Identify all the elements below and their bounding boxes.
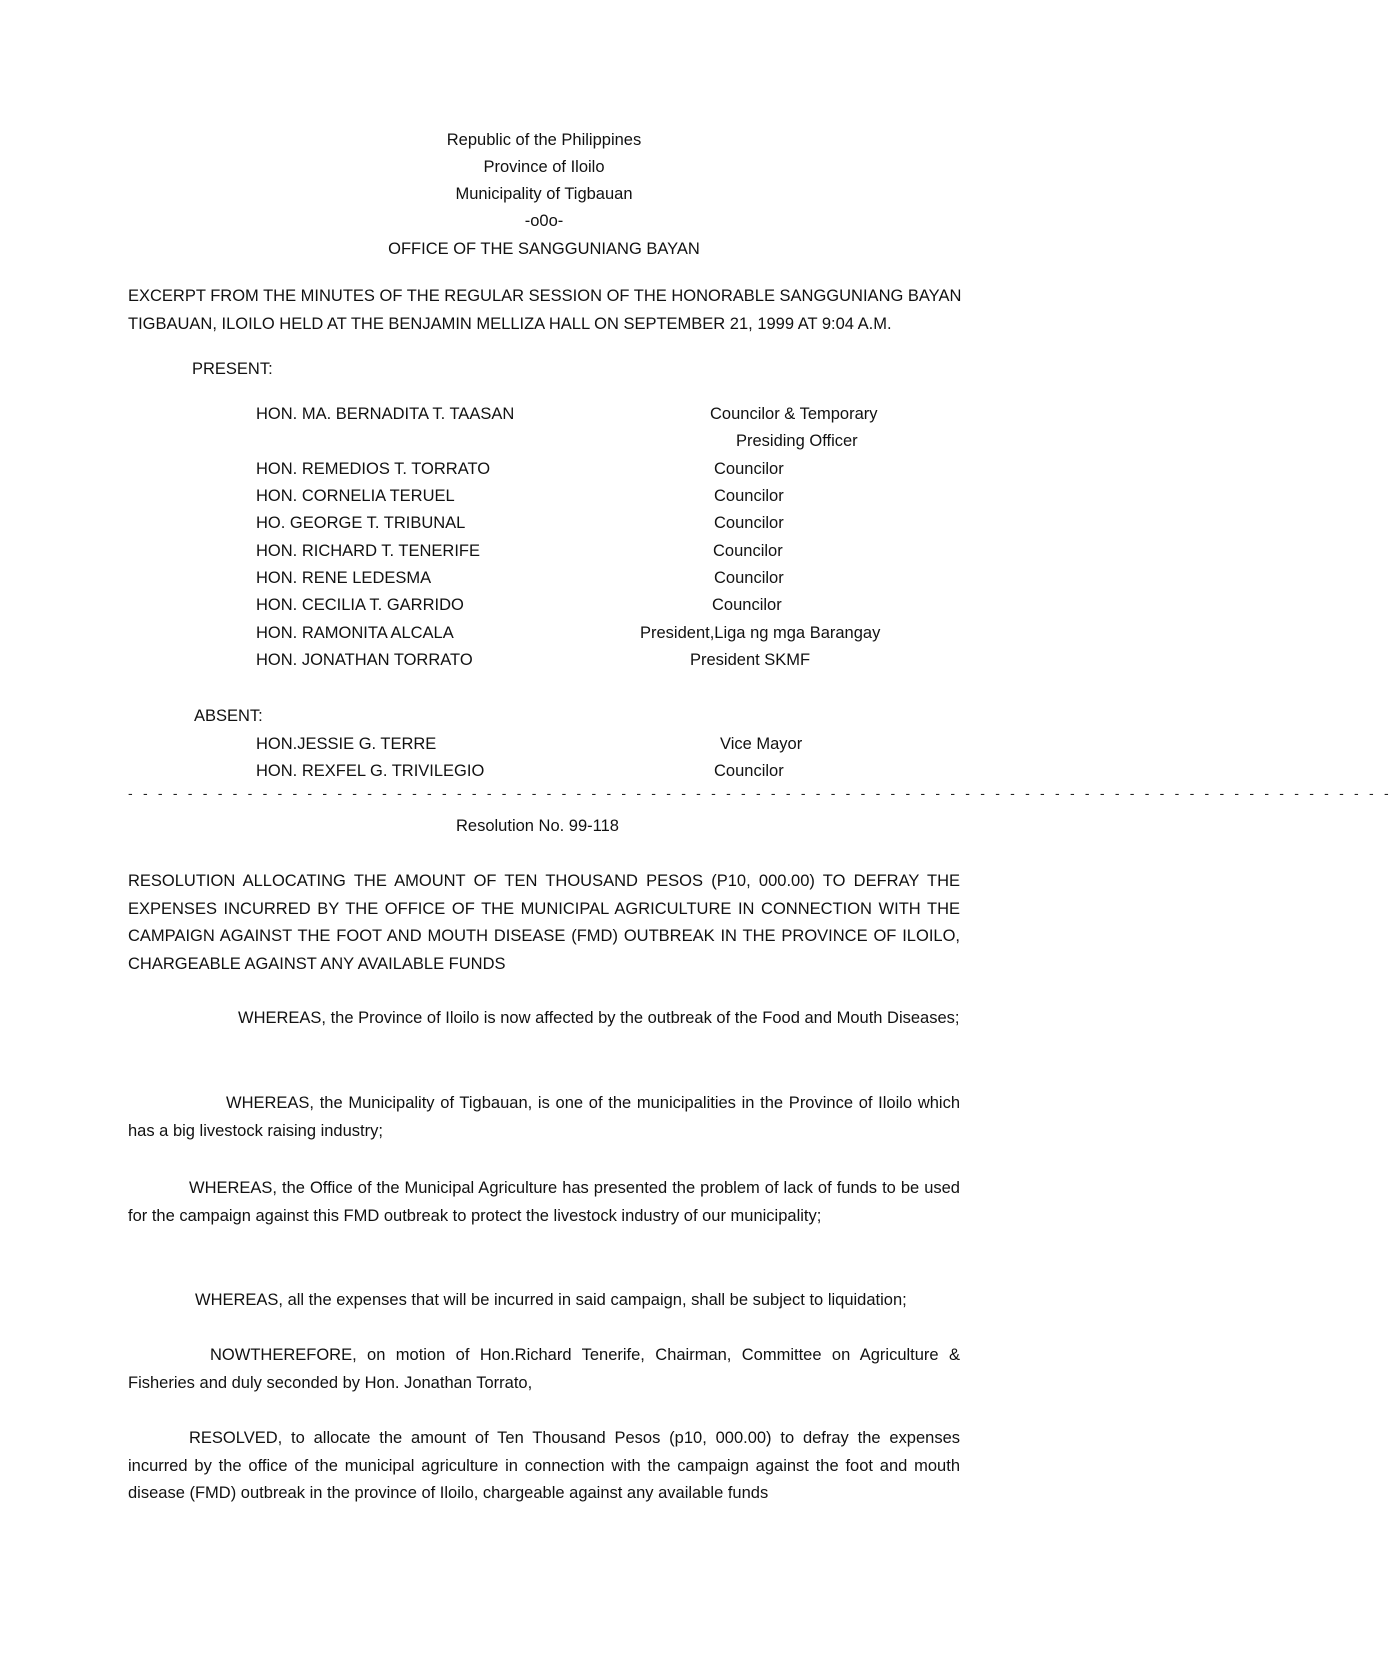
- present-member-name: HON. CORNELIA TERUEL: [256, 487, 455, 505]
- whereas-paragraph-1: WHEREAS, the Province of Iloilo is now affected by the outbreak of the Food and Mouth Diseases;: [238, 1009, 960, 1027]
- header-municipality: Municipality of Tigbauan: [455, 185, 633, 203]
- dashed-divider: - - - - - - - - - - - - - - - - - - - - - - - - - - - - - - - - - - - - - - - - - - - - - - - - - - - - - - - - - - - - - - - - - - - - - - - - - - - - - - - - - - - - -: [128, 785, 1392, 801]
- present-member-name: HON. RICHARD T. TENERIFE: [256, 542, 480, 560]
- absent-member-role: Vice Mayor: [720, 735, 803, 753]
- present-label: PRESENT:: [192, 360, 273, 378]
- header-separator: -o0o-: [524, 212, 564, 230]
- present-member-role: Councilor: [714, 569, 784, 587]
- resolution-number: Resolution No. 99-118: [456, 817, 619, 835]
- whereas-paragraph-3: WHEREAS, the Office of the Municipal Agriculture has presented the problem of lack of funds to be used for the campaign against this FMD outbreak to protect the livestock industry of our municipality;: [128, 1179, 960, 1225]
- excerpt-line-1: EXCERPT FROM THE MINUTES OF THE REGULAR SESSION OF THE HONORABLE SANGGUNIANG BAYAN: [128, 287, 962, 305]
- header-republic: Republic of the Philippines: [446, 131, 642, 149]
- absent-label: ABSENT:: [194, 707, 263, 725]
- present-member-name: HON. RAMONITA ALCALA: [256, 624, 454, 642]
- present-member-role: Councilor: [714, 487, 784, 505]
- excerpt-line-2: TIGBAUAN, ILOILO HELD AT THE BENJAMIN MELLIZA HALL ON SEPTEMBER 21, 1999 AT 9:04 A.M.: [128, 315, 892, 333]
- absent-member-name: HON.JESSIE G. TERRE: [256, 735, 437, 753]
- absent-member-name: HON. REXFEL G. TRIVILEGIO: [256, 762, 485, 780]
- present-member-role-cont: Presiding Officer: [736, 432, 858, 450]
- present-member-name: HON. RENE LEDESMA: [256, 569, 432, 587]
- whereas-paragraph-4: WHEREAS, all the expenses that will be incurred in said campaign, shall be subject to liquidation;: [195, 1291, 907, 1309]
- present-member-name: HON. MA. BERNADITA T. TAASAN: [256, 405, 515, 423]
- resolution-title: RESOLUTION ALLOCATING THE AMOUNT OF TEN THOUSAND PESOS (P10, 000.00) TO DEFRAY THE EXPENSES INCURRED BY THE OFFICE OF THE MUNICIPAL AGRICULTURE IN CONNECTION WITH THE CAMPAIGN AGAINST THE FOOT AND MOUTH DISEASE (FMD) OUTBREAK IN THE PROVINCE OF ILOILO, CHARGEABLE AGAINST ANY AVAILABLE FUNDS: [128, 872, 960, 973]
- resolved-paragraph: RESOLVED, to allocate the amount of Ten Thousand Pesos (p10, 000.00) to defray the expenses incurred by the office of the municipal agriculture in connection with the campaign against the foot and mouth disease (FMD) outbreak in the province of Iloilo, chargeable against any available funds: [128, 1429, 960, 1502]
- present-member-name: HON. JONATHAN TORRATO: [256, 651, 473, 669]
- whereas-paragraph-2: WHEREAS, the Municipality of Tigbauan, is one of the municipalities in the Province of Iloilo which has a big livestock raising industry;: [128, 1094, 960, 1140]
- present-member-name: HON. CECILIA T. GARRIDO: [256, 596, 464, 614]
- present-member-name: HO. GEORGE T. TRIBUNAL: [256, 514, 466, 532]
- present-member-role: Councilor: [714, 514, 784, 532]
- present-member-role: President,Liga ng mga Barangay: [640, 624, 881, 642]
- nowtherefore-paragraph: NOWTHEREFORE, on motion of Hon.Richard Tenerife, Chairman, Committee on Agriculture & Fisheries and duly seconded by Hon. Jonathan Torrato,: [128, 1346, 960, 1392]
- present-member-name: HON. REMEDIOS T. TORRATO: [256, 460, 491, 478]
- header-province: Province of Iloilo: [483, 158, 605, 176]
- present-member-role: President SKMF: [690, 651, 811, 669]
- absent-member-role: Councilor: [714, 762, 784, 780]
- present-member-role: Councilor: [712, 596, 782, 614]
- present-member-role: Councilor: [713, 542, 783, 560]
- header-office: OFFICE OF THE SANGGUNIANG BAYAN: [388, 240, 700, 258]
- present-member-role: Councilor: [714, 460, 784, 478]
- present-member-role: Councilor & Temporary: [710, 405, 878, 423]
